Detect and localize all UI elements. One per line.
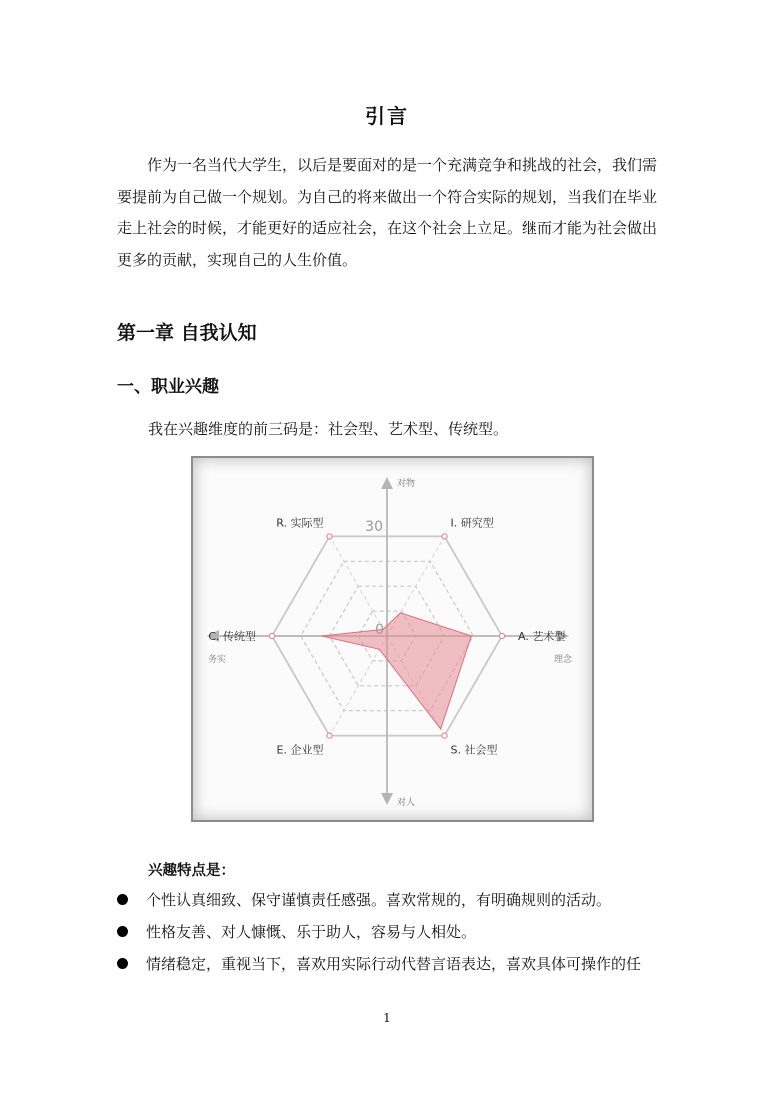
section-heading: 一、职业兴趣: [117, 377, 219, 397]
axis-label: C. 传统型: [208, 630, 256, 643]
axis-label: A. 艺术型: [518, 630, 566, 643]
trait-text: 性格友善、对人慷慨、乐于助人，容易与人相处。: [146, 923, 477, 941]
chapter-heading: 第一章 自我认知: [117, 322, 257, 344]
axis-label: E. 企业型: [276, 743, 324, 757]
top-codes-text: 我在兴趣维度的前三码是：社会型、艺术型、传统型。: [148, 420, 509, 438]
tick-label-max: 30: [365, 519, 383, 535]
tick-label-min: 0: [375, 622, 384, 638]
page-title: 引言: [365, 104, 409, 128]
interest-radar-chart: [191, 456, 594, 822]
vertex-marker: [499, 633, 504, 638]
intro-paragraph: 作为一名当代大学生，以后是要面对的是一个充满竞争和挑战的社会，我们需要提前为自己做一个规划。为自己的将来做出一个符合实际的规划，当我们在毕业走上社会的时候，才能更好的适应社会，在这个社会上立足。继而才能为社会做出更多的贡献，实现自己的人生价值。: [117, 156, 658, 269]
trait-item: [117, 884, 662, 916]
vertex-marker: [269, 633, 274, 638]
axis-label: S. 社会型: [450, 743, 498, 757]
traits-heading: 兴趣特点是：: [148, 862, 235, 879]
bullet-icon: [117, 958, 128, 969]
trait-text: 情绪稳定，重视当下，喜欢用实际行动代替言语表达，喜欢具体可操作的任: [146, 955, 642, 973]
trait-item: [117, 916, 662, 948]
vertex-marker: [327, 534, 332, 539]
bullet-icon: [117, 894, 128, 905]
axis-label: I. 研究型: [450, 516, 494, 530]
grid-spoke: [330, 636, 388, 736]
vertex-marker: [327, 733, 332, 738]
data-area: [322, 613, 472, 729]
page-number: 1: [383, 1011, 391, 1025]
trait-item: [117, 948, 662, 980]
vertex-marker: [442, 733, 447, 738]
direction-label-right: 理念: [554, 655, 573, 665]
direction-label-left: 务实: [208, 655, 227, 665]
vertex-marker: [442, 534, 447, 539]
trait-text: 个性认真细致、保守谨慎责任感强。喜欢常规的，有明确规则的活动。: [146, 891, 612, 909]
axis-label: R. 实际型: [276, 516, 324, 530]
direction-label-top: 对物: [397, 479, 416, 489]
radar-svg: [191, 456, 594, 822]
direction-label-bottom: 对人: [397, 798, 416, 808]
bullet-icon: [117, 926, 128, 937]
traits-list: [117, 884, 662, 980]
